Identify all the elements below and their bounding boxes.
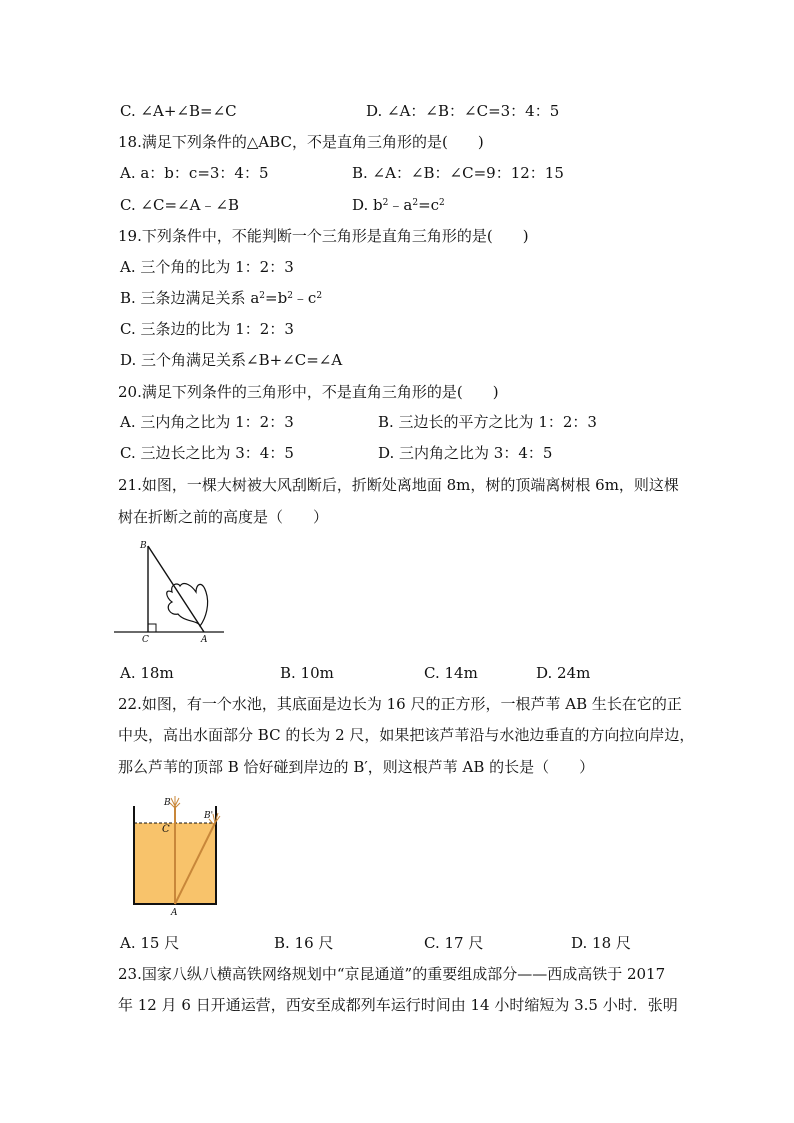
q22-stem-line-2: 中央，高出水面部分 BC 的长为 2 尺，如果把该芦苇沿与水池边垂直的方向拉向岸边， (118, 726, 695, 744)
label-c: C (162, 824, 170, 835)
q21-option-b: B. 10m (280, 664, 334, 682)
q20-option-c: C. 三边长之比为 3：4：5 (120, 444, 294, 462)
q19-option-a: A. 三个角的比为 1：2：3 (120, 258, 294, 276)
label-b: B (164, 798, 171, 808)
q19-option-b: B. 三条边满足关系 $a^2=b^2﹣c^2$ (120, 289, 323, 307)
label-b-prime: B' (204, 811, 214, 821)
q18-option-b: B. ∠A：∠B：∠C=9：12：15 (352, 164, 564, 182)
q20-option-d: D. 三内角之比为 3：4：5 (378, 444, 553, 462)
q23-stem-line-2: 年 12 月 6 日开通运营，西安至成都列车运行时间由 14 小时缩短为 3.5 小时．张明 (118, 996, 678, 1014)
label-a: A (171, 908, 178, 916)
q18-stem: 18.满足下列条件的△ABC，不是直角三角形的是( ) (118, 133, 484, 151)
q21-broken-tree-figure (112, 536, 228, 644)
label-b: B (140, 541, 147, 551)
q21-stem-line-1: 21.如图，一棵大树被大风刮断后，折断处离地面 8m，树的顶端离树根 6m，则这棵 (118, 476, 679, 494)
q22-option-b: B. 16 尺 (274, 934, 334, 952)
q20-stem: 20.满足下列条件的三角形中，不是直角三角形的是( ) (118, 383, 499, 401)
q23-stem-line-1: 23.国家八纵八横高铁网络规划中“京昆通道”的重要组成部分——西成高铁于 2017 (118, 965, 666, 983)
broken-top-ba (148, 546, 204, 632)
q20-option-a: A. 三内角之比为 1：2：3 (120, 413, 294, 431)
q22-stem-line-3: 那么芦苇的顶部 B 恰好碰到岸边的 B′，则这根芦苇 AB 的长是（ ） (118, 758, 595, 776)
label-c: C (142, 635, 149, 644)
q22-option-a: A. 15 尺 (120, 934, 180, 952)
q18-option-d: D. $b^2﹣a^2=c^2$ (352, 196, 445, 214)
q22-reed-pool-figure (124, 794, 226, 916)
q18-option-c: C. ∠C=∠A﹣∠B (120, 196, 240, 214)
q22-stem-line-1: 22.如图，有一个水池，其底面是边长为 16 尺的正方形，一根芦苇 AB 生长在它的正 (118, 695, 682, 713)
q21-option-d: D. 24m (536, 664, 591, 682)
q22-option-d: D. 18 尺 (571, 934, 631, 952)
q17-option-d: D. ∠A：∠B：∠C=3：4：5 (366, 102, 560, 120)
q19-option-c: C. 三条边的比为 1：2：3 (120, 320, 294, 338)
foliage-outline (167, 584, 208, 626)
q22-option-c: C. 17 尺 (424, 934, 484, 952)
q19-stem: 19.下列条件中，不能判断一个三角形是直角三角形的是( ) (118, 227, 529, 245)
q21-stem-line-2: 树在折断之前的高度是（ ） (118, 508, 329, 526)
q21-option-c: C. 14m (424, 664, 478, 682)
label-a: A (201, 635, 208, 644)
q21-option-a: A. 18m (120, 664, 174, 682)
q19-option-d: D. 三个角满足关系∠B+∠C=∠A (120, 351, 343, 369)
q18-option-a: A. a：b：c=3：4：5 (120, 164, 269, 182)
right-angle-mark (148, 624, 156, 632)
q17-option-c: C. ∠A+∠B=∠C (120, 102, 237, 120)
q20-option-b: B. 三边长的平方之比为 1：2：3 (378, 413, 597, 431)
